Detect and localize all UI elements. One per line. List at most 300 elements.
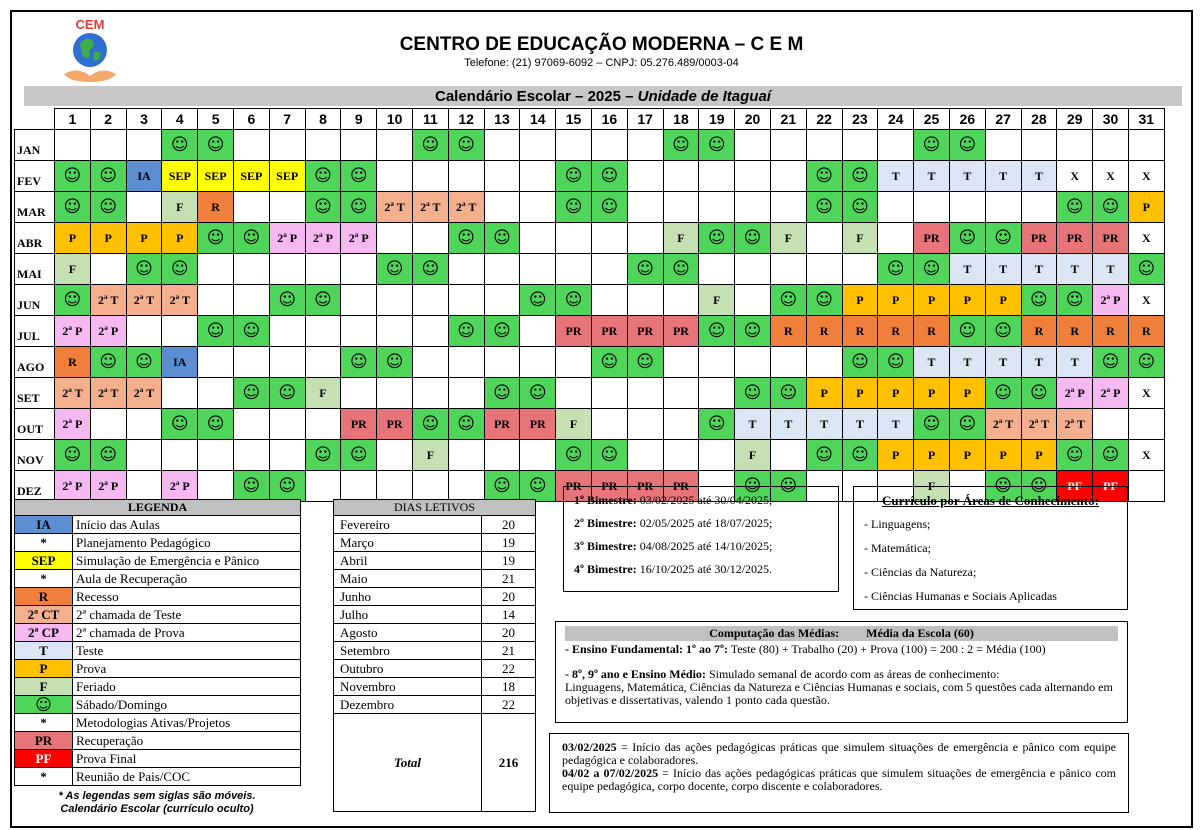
day-cell <box>806 223 842 254</box>
day-cell <box>627 130 663 161</box>
day-cell: R <box>1093 316 1129 347</box>
dias-letivos-title: DIAS LETIVOS <box>334 500 536 516</box>
bimestre-label: 2º Bimestre: <box>574 516 637 530</box>
day-cell: 2ª T <box>1057 409 1093 440</box>
weekend-icon <box>55 192 91 223</box>
day-cell <box>699 192 735 223</box>
day-cell: T <box>735 409 771 440</box>
day-cell: T <box>985 161 1021 192</box>
day-cell <box>377 285 413 316</box>
weekend-icon <box>269 471 305 502</box>
day-cell <box>162 316 198 347</box>
smiley-icon: ☺ <box>600 165 619 186</box>
smiley-icon: ☺ <box>314 289 332 310</box>
day-cell: P <box>949 285 985 316</box>
smiley-icon: ☺ <box>493 382 511 403</box>
day-cell: 2ª P <box>1057 378 1093 409</box>
legend-item <box>15 606 301 624</box>
legend-label: Prova <box>73 660 301 678</box>
day-cell: F <box>663 223 699 254</box>
dias-letivos-count: 19 <box>482 552 536 570</box>
smiley-icon: ☺ <box>851 351 869 372</box>
day-cell: P <box>985 440 1021 471</box>
day-cell <box>198 347 234 378</box>
weekend-icon <box>735 316 771 347</box>
dias-letivos-count: 18 <box>482 678 536 696</box>
day-cell <box>305 316 341 347</box>
bimestre-line <box>574 516 828 531</box>
day-cell: T <box>914 161 950 192</box>
day-cell <box>377 130 413 161</box>
day-cell: T <box>1021 254 1057 285</box>
legend-item <box>15 642 301 660</box>
smiley-icon: ☺ <box>170 413 189 434</box>
dias-letivos-count: 14 <box>482 606 536 624</box>
day-header: 22 <box>806 109 842 130</box>
dias-letivos-count: 20 <box>482 624 536 642</box>
day-cell <box>412 347 448 378</box>
day-cell <box>448 440 484 471</box>
acao-line <box>562 741 1116 767</box>
day-cell: 2ª T <box>162 285 198 316</box>
weekend-icon <box>842 347 878 378</box>
day-cell: R <box>1021 316 1057 347</box>
day-cell: PR <box>591 316 627 347</box>
medias-em-label: - 8º, 9º ano e Ensino Médio: <box>565 667 706 681</box>
legend-label: Simulação de Emergência e Pânico <box>73 552 301 570</box>
smiley-icon: ☺ <box>743 382 762 403</box>
legend-item <box>15 678 301 696</box>
day-cell <box>198 254 234 285</box>
day-cell <box>591 223 627 254</box>
day-cell <box>878 223 914 254</box>
weekend-icon <box>55 440 91 471</box>
curriculo-item: - Linguagens; <box>864 517 931 531</box>
day-cell <box>233 347 269 378</box>
day-cell <box>90 130 126 161</box>
day-cell <box>198 285 234 316</box>
smiley-icon: ☺ <box>564 196 583 217</box>
legend-label: Teste <box>73 642 301 660</box>
weekend-icon <box>878 254 914 285</box>
day-cell: F <box>914 471 950 502</box>
curriculo-item: - Matemática; <box>864 541 931 555</box>
weekend-icon <box>735 223 771 254</box>
day-cell: T <box>806 409 842 440</box>
dias-letivos-row <box>334 642 536 660</box>
legend-item <box>15 534 301 552</box>
day-cell <box>985 192 1021 223</box>
day-cell <box>663 285 699 316</box>
day-cell: P <box>806 378 842 409</box>
dias-letivos-row <box>334 696 536 714</box>
day-cell <box>412 316 448 347</box>
day-cell <box>627 285 663 316</box>
day-cell <box>914 192 950 223</box>
day-cell <box>806 254 842 285</box>
day-cell: PR <box>556 471 592 502</box>
month-row-fev <box>15 161 1165 192</box>
dias-letivos-month: Outubro <box>334 660 482 678</box>
smiley-icon: ☺ <box>743 227 762 248</box>
smiley-icon: ☺ <box>564 289 583 310</box>
day-cell <box>591 285 627 316</box>
day-cell: R <box>55 347 91 378</box>
dias-letivos-total-label: Total <box>334 714 482 812</box>
smiley-icon: ☺ <box>170 258 189 279</box>
legend-key: * <box>15 714 73 732</box>
smiley-icon: ☺ <box>314 196 332 217</box>
month-label: OUT <box>15 409 55 440</box>
weekend-icon <box>806 285 842 316</box>
legend-label: Recesso <box>73 588 301 606</box>
day-cell <box>448 347 484 378</box>
day-header: 14 <box>520 109 556 130</box>
smiley-icon: ☺ <box>242 475 261 496</box>
smiley-icon: ☺ <box>528 382 547 403</box>
smiley-icon: ☺ <box>564 444 583 465</box>
day-cell <box>162 378 198 409</box>
bimestre-line <box>574 562 828 577</box>
day-cell <box>842 130 878 161</box>
day-cell <box>233 192 269 223</box>
day-cell: T <box>770 409 806 440</box>
dias-letivos-row <box>334 570 536 588</box>
weekend-icon <box>556 161 592 192</box>
legend-table <box>14 499 301 786</box>
legend-label: Planejamento Pedagógico <box>73 534 301 552</box>
day-cell <box>484 161 520 192</box>
day-header: 2 <box>90 109 126 130</box>
day-cell <box>806 130 842 161</box>
smiley-icon: ☺ <box>278 382 297 403</box>
day-cell: 2ª P <box>90 316 126 347</box>
smiley-icon: ☺ <box>1030 475 1048 496</box>
smiley-icon: ☺ <box>421 258 440 279</box>
medias-header <box>565 626 1118 641</box>
smiley-icon: ☺ <box>421 134 440 155</box>
day-cell <box>770 254 806 285</box>
day-cell: X <box>1128 440 1164 471</box>
day-header: 21 <box>770 109 806 130</box>
legend-note-line1: * As legendas sem siglas são móveis. <box>58 790 256 802</box>
day-cell <box>233 254 269 285</box>
smiley-icon: ☺ <box>1101 196 1120 217</box>
day-cell: P <box>842 285 878 316</box>
calendar-title-band <box>24 86 1182 106</box>
smiley-icon: ☺ <box>672 134 690 155</box>
day-cell: 2ª P <box>305 223 341 254</box>
weekend-icon <box>1021 285 1057 316</box>
day-cell <box>556 130 592 161</box>
smiley-icon: ☺ <box>600 444 619 465</box>
weekend-icon <box>1093 347 1129 378</box>
smiley-icon: ☺ <box>672 258 690 279</box>
smiley-icon: ☺ <box>1065 289 1084 310</box>
weekend-icon <box>484 378 520 409</box>
day-cell: P <box>1128 192 1164 223</box>
weekend-icon <box>591 440 627 471</box>
day-cell: F <box>556 409 592 440</box>
smiley-icon: ☺ <box>206 227 225 248</box>
smiley-icon: ☺ <box>170 134 189 155</box>
day-cell <box>663 440 699 471</box>
day-cell <box>520 347 556 378</box>
logo-text: CEM <box>75 17 105 32</box>
weekend-icon <box>448 316 484 347</box>
month-row-set <box>15 378 1165 409</box>
weekend-icon <box>305 285 341 316</box>
day-cell <box>591 378 627 409</box>
day-cell: 2ª T <box>55 378 91 409</box>
smiley-icon: ☺ <box>99 351 118 372</box>
weekend-icon <box>233 223 269 254</box>
weekend-icon <box>233 316 269 347</box>
weekend-icon <box>448 223 484 254</box>
school-contact: Telefone: (21) 97069-6092 – CNPJ: 05.276.489/0003-04 <box>464 57 739 69</box>
legend-label: 2ª chamada de Teste <box>73 606 301 624</box>
day-cell <box>269 254 305 285</box>
smiley-icon: ☺ <box>493 227 511 248</box>
day-cell <box>90 409 126 440</box>
legend-item <box>15 732 301 750</box>
day-cell: R <box>1057 316 1093 347</box>
legend-key: * <box>15 534 73 552</box>
day-cell: PF <box>1093 471 1129 502</box>
acoes-box <box>549 733 1129 813</box>
day-cell <box>305 409 341 440</box>
calendar-grid <box>14 108 1165 502</box>
bimestre-range: 16/10/2025 até 30/12/2025. <box>639 562 773 576</box>
weekend-icon <box>484 223 520 254</box>
day-cell <box>448 378 484 409</box>
weekend-icon <box>699 130 735 161</box>
weekend-icon <box>198 316 234 347</box>
legend-key: R <box>15 588 73 606</box>
day-cell <box>770 347 806 378</box>
day-header: 19 <box>699 109 735 130</box>
weekend-icon <box>1093 440 1129 471</box>
day-cell: P <box>842 378 878 409</box>
day-cell: T <box>985 347 1021 378</box>
day-cell: P <box>90 223 126 254</box>
legend-label: Sábado/Domingo <box>73 696 301 714</box>
legend-label: Início das Aulas <box>73 516 301 534</box>
smiley-icon: ☺ <box>349 165 368 186</box>
day-cell: T <box>842 409 878 440</box>
smiley-icon: ☺ <box>278 475 297 496</box>
smiley-icon: ☺ <box>779 382 798 403</box>
day-cell: PR <box>1093 223 1129 254</box>
legend-label: 2ª chamada de Prova <box>73 624 301 642</box>
day-cell <box>377 161 413 192</box>
day-cell <box>627 409 663 440</box>
day-cell: IA <box>162 347 198 378</box>
day-cell <box>842 254 878 285</box>
day-cell <box>412 223 448 254</box>
dias-letivos-total-value: 216 <box>482 714 536 812</box>
dias-letivos-count: 20 <box>482 516 536 534</box>
weekend-icon <box>305 161 341 192</box>
day-cell <box>735 130 771 161</box>
day-cell: F <box>305 378 341 409</box>
smiley-icon: ☺ <box>815 165 833 186</box>
day-cell: P <box>949 440 985 471</box>
day-cell: 2ª T <box>412 192 448 223</box>
weekend-icon <box>842 440 878 471</box>
day-cell <box>699 254 735 285</box>
day-cell: P <box>914 378 950 409</box>
weekend-icon <box>341 347 377 378</box>
day-cell: 2ª T <box>126 378 162 409</box>
day-cell <box>377 316 413 347</box>
day-cell <box>1021 130 1057 161</box>
day-cell <box>627 161 663 192</box>
day-cell <box>663 347 699 378</box>
dias-letivos-month: Abril <box>334 552 482 570</box>
day-cell: T <box>1093 254 1129 285</box>
day-cell: X <box>1057 161 1093 192</box>
smiley-icon: ☺ <box>994 320 1012 341</box>
smiley-icon: ☺ <box>457 134 476 155</box>
dias-letivos-month: Julho <box>334 606 482 624</box>
day-cell <box>1128 130 1164 161</box>
day-cell <box>198 440 234 471</box>
day-cell: R <box>198 192 234 223</box>
day-cell <box>126 316 162 347</box>
legend-item <box>15 714 301 732</box>
day-cell: PR <box>914 223 950 254</box>
weekend-icon <box>1093 192 1129 223</box>
legend-label: Aula de Recuperação <box>73 570 301 588</box>
day-cell <box>878 192 914 223</box>
day-cell <box>949 192 985 223</box>
dias-letivos-count: 19 <box>482 534 536 552</box>
day-cell: F <box>735 440 771 471</box>
smiley-icon: ☺ <box>457 413 476 434</box>
day-cell <box>233 440 269 471</box>
day-cell <box>520 161 556 192</box>
day-cell: F <box>699 285 735 316</box>
day-cell <box>627 192 663 223</box>
month-label: DEZ <box>15 471 55 502</box>
smiley-icon: ☺ <box>564 165 583 186</box>
day-cell <box>126 130 162 161</box>
legend-item <box>15 552 301 570</box>
day-cell <box>341 254 377 285</box>
day-cell <box>1057 130 1093 161</box>
weekend-icon <box>806 192 842 223</box>
smiley-icon: ☺ <box>636 258 655 279</box>
bimestre-label: 1º Bimestre: <box>574 493 637 507</box>
weekend-icon <box>90 192 126 223</box>
day-cell: R <box>770 316 806 347</box>
day-cell <box>556 254 592 285</box>
day-cell <box>305 254 341 285</box>
smiley-icon: ☺ <box>1065 196 1084 217</box>
acao-date: 03/02/2025 <box>562 740 617 754</box>
weekend-icon <box>914 130 950 161</box>
smiley-icon: ☺ <box>1065 444 1084 465</box>
legend-item <box>15 768 301 786</box>
legend-note <box>14 790 300 816</box>
weekend-icon <box>448 130 484 161</box>
weekend-icon <box>55 161 91 192</box>
day-cell <box>806 347 842 378</box>
weekend-icon <box>770 378 806 409</box>
day-cell <box>520 316 556 347</box>
legend-title: LEGENDA <box>15 500 301 516</box>
day-cell: SEP <box>198 161 234 192</box>
day-cell: PF <box>1057 471 1093 502</box>
dias-letivos-row <box>334 606 536 624</box>
day-header: 15 <box>556 109 592 130</box>
smiley-icon: ☺ <box>135 351 153 372</box>
smiley-icon: ☺ <box>707 413 726 434</box>
day-cell <box>484 440 520 471</box>
dias-letivos-month: Agosto <box>334 624 482 642</box>
day-cell <box>735 254 771 285</box>
dias-letivos-row <box>334 660 536 678</box>
legend-label: Recuperação <box>73 732 301 750</box>
weekend-icon <box>305 440 341 471</box>
weekend-icon <box>484 316 520 347</box>
day-cell: P <box>878 285 914 316</box>
day-cell: T <box>949 161 985 192</box>
month-row-abr <box>15 223 1165 254</box>
day-cell <box>770 130 806 161</box>
weekend-icon <box>591 161 627 192</box>
month-label: MAR <box>15 192 55 223</box>
dias-letivos-row <box>334 588 536 606</box>
weekend-icon <box>770 285 806 316</box>
day-cell: PR <box>556 316 592 347</box>
day-cell: SEP <box>162 161 198 192</box>
day-header: 4 <box>162 109 198 130</box>
weekend-icon <box>842 161 878 192</box>
day-header: 5 <box>198 109 234 130</box>
weekend-icon <box>985 223 1021 254</box>
day-cell <box>484 192 520 223</box>
smiley-icon: ☺ <box>493 475 511 496</box>
smiley-icon: ☺ <box>99 196 118 217</box>
day-header: 31 <box>1128 109 1164 130</box>
day-header: 20 <box>735 109 771 130</box>
legend-item <box>15 624 301 642</box>
day-cell: X <box>1128 223 1164 254</box>
dias-letivos-row <box>334 624 536 642</box>
medias-ef-line <box>565 643 1118 656</box>
dias-letivos-month: Março <box>334 534 482 552</box>
smiley-icon: ☺ <box>314 165 332 186</box>
day-cell <box>448 285 484 316</box>
dias-letivos-count: 22 <box>482 696 536 714</box>
bimestre-label: 3º Bimestre: <box>574 539 637 553</box>
day-cell <box>341 285 377 316</box>
smiley-icon: ☺ <box>707 320 726 341</box>
weekend-icon <box>305 192 341 223</box>
legend-label: Feriado <box>73 678 301 696</box>
day-cell <box>699 378 735 409</box>
dias-letivos-month: Fevereiro <box>334 516 482 534</box>
day-cell <box>269 130 305 161</box>
weekend-icon <box>914 254 950 285</box>
day-cell <box>233 409 269 440</box>
medias-em-detail: Linguagens, Matemática, Ciências da Natureza e Ciências Humanas e sociais, com 5 questões cada alternando em objetivas e dissertativas, valendo 1 ponto cada questão. <box>565 680 1113 707</box>
day-cell: 2ª T <box>448 192 484 223</box>
weekend-icon <box>699 409 735 440</box>
weekend-icon <box>448 409 484 440</box>
